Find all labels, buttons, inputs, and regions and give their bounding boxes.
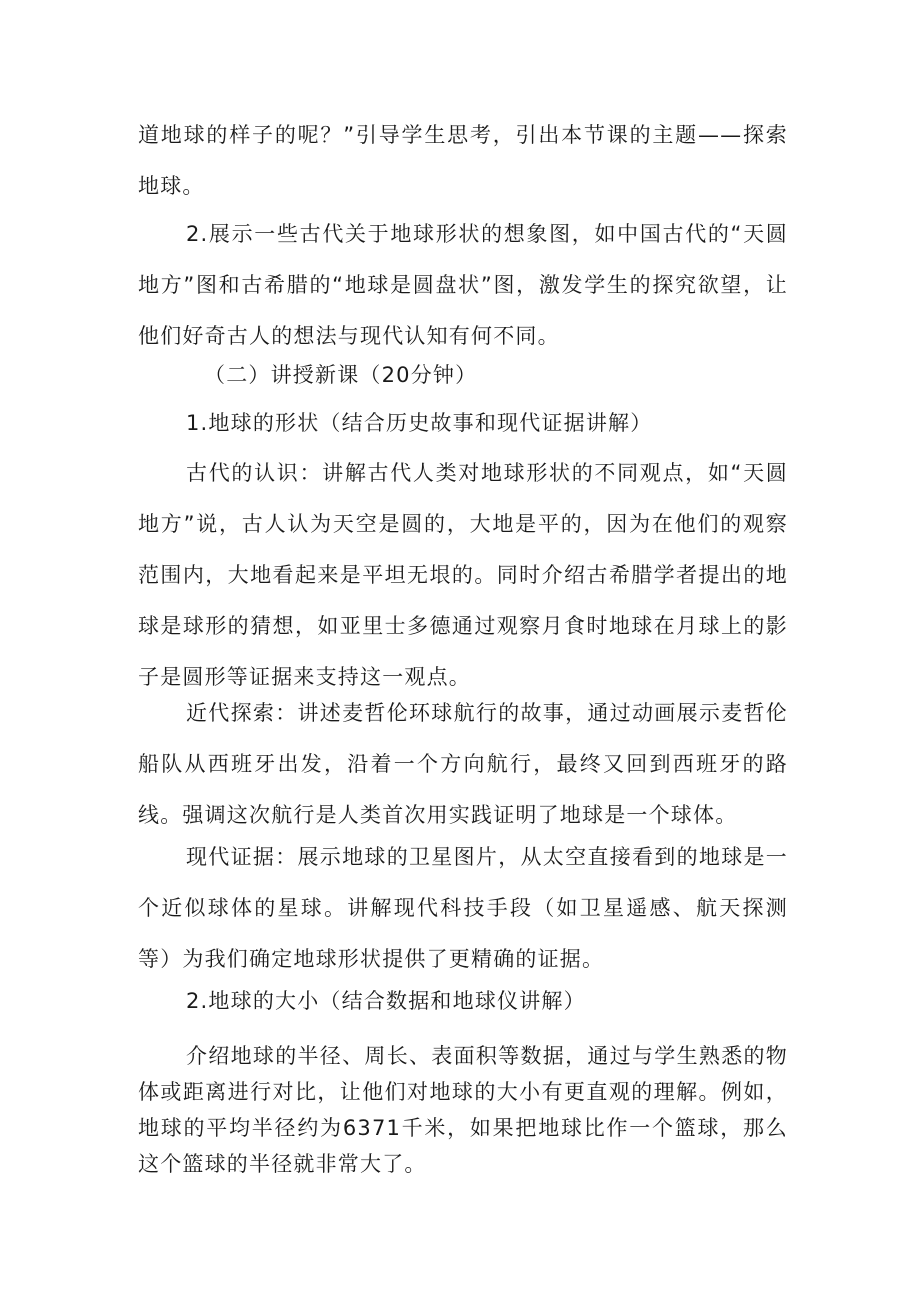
subheading-earth-size: 2.地球的大小（结合数据和地球仪讲解）: [186, 989, 586, 1013]
paragraph-modern-exploration: 近代探索：讲述麦哲伦环球航行的故事，通过动画展示麦哲伦船队从西班牙出发，沿着一个方向航行，最终又回到西班牙的路线。强调这次航行是人类首次用实践证明了地球是一个球体。: [138, 701, 788, 827]
paragraph-intro-question: 道地球的样子的呢？”引导学生思考，引出本节课的主题——探索地球。: [138, 123, 788, 198]
subheading-earth-shape: 1.地球的形状（结合历史故事和现代证据讲解）: [186, 411, 653, 435]
paragraph-ancient-images: 2.展示一些古代关于地球形状的想象图，如中国古代的“天圆地方”图和古希腊的“地球是圆盘状”图，激发学生的探究欲望，让他们好奇古人的想法与现代认知有何不同。: [138, 222, 788, 348]
paragraph-ancient-understanding: 古代的认识：讲解古代人类对地球形状的不同观点，如“天圆地方”说，古人认为天空是圆的，大地是平的，因为在他们的观察范围内，大地看起来是平坦无垠的。同时介绍古希腊学者提出的地球是球形的猜想，如亚里士多德通过观察月食时地球在月球上的影子是圆形等证据来支持这一观点。: [138, 461, 788, 689]
paragraph-modern-evidence: 现代证据：展示地球的卫星图片，从太空直接看到的地球是一个近似球体的星球。讲解现代科技手段（如卫星遥感、航天探测等）为我们确定地球形状提供了更精确的证据。: [138, 845, 788, 971]
section-heading-new-lesson: （二）讲授新课（20分钟）: [204, 363, 478, 387]
paragraph-earth-size: 介绍地球的半径、周长、表面积等数据，通过与学生熟悉的物体或距离进行对比，让他们对地球的大小有更直观的理解。例如，地球的平均半径约为6371千米，如果把地球比作一个篮球，那么这个篮球的半径就非常大了。: [138, 1044, 788, 1176]
